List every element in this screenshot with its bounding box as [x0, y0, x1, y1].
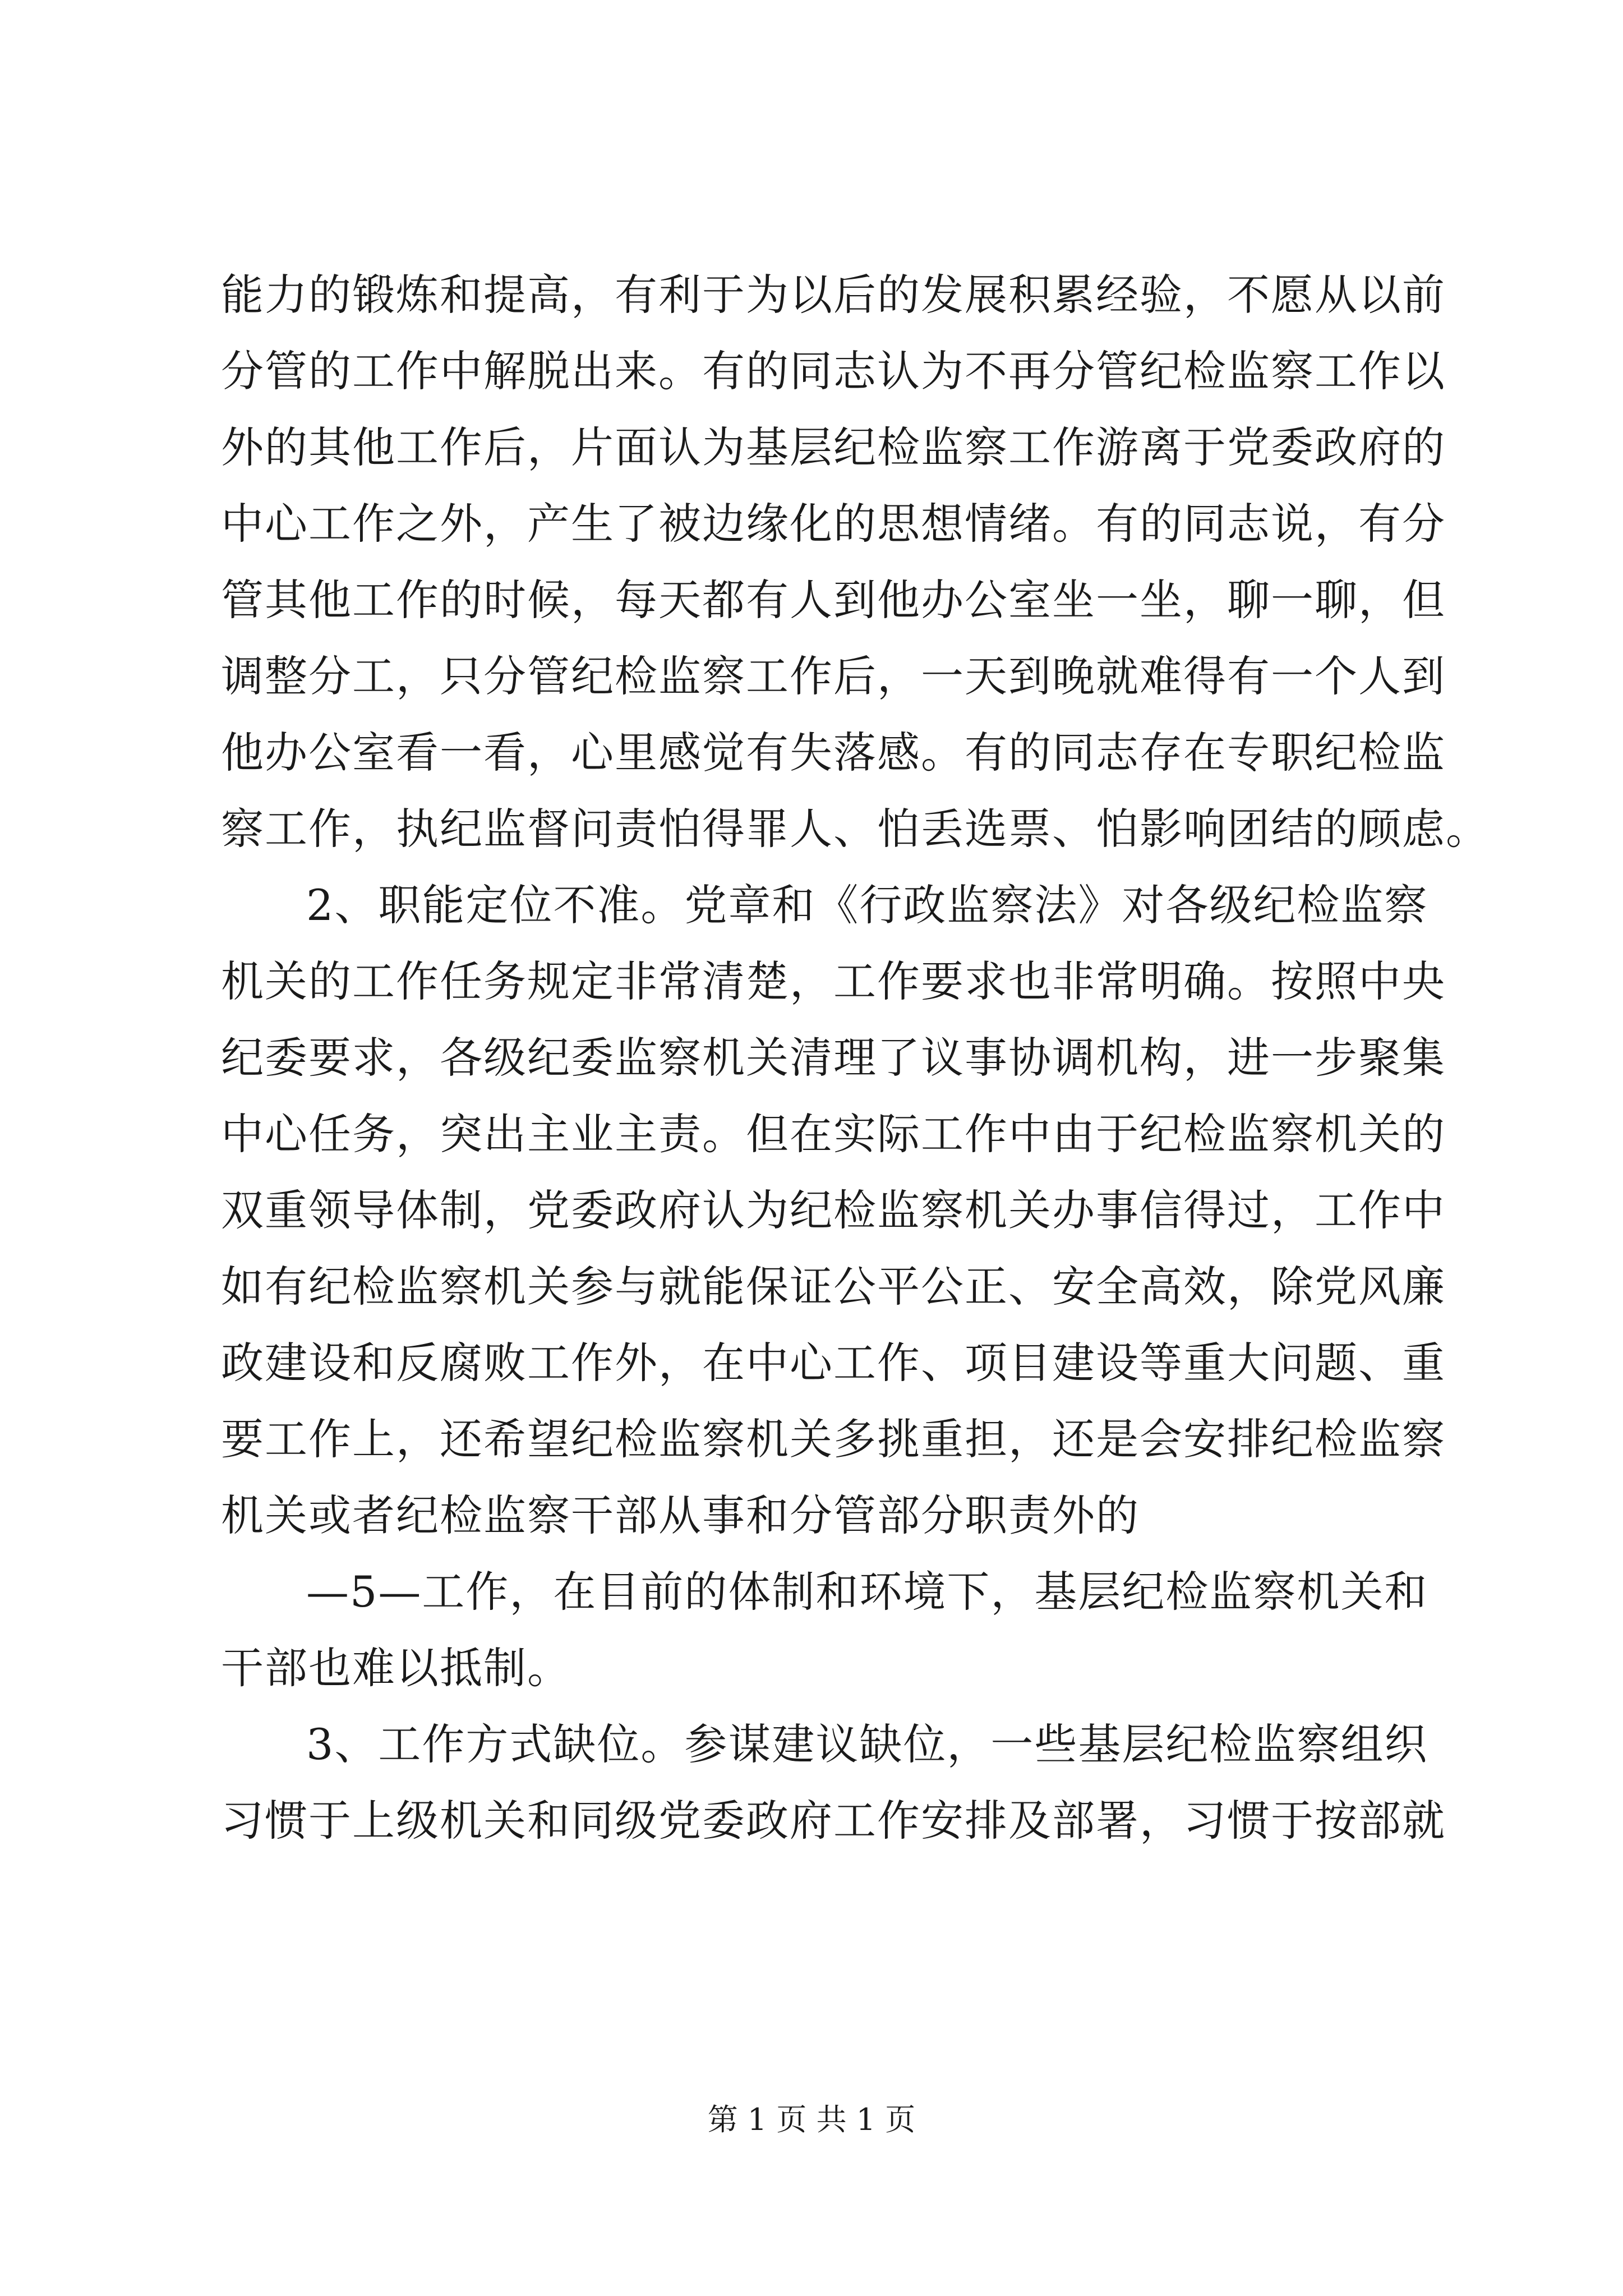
text-line: 调整分工，只分管纪检监察工作后，一天到晚就难得有一个人到	[221, 651, 1446, 701]
text-line: 纪委要求，各级纪委监察机关清理了议事协调机构，进一步聚集	[221, 1033, 1446, 1083]
text-line: 要工作上，还希望纪检监察机关多挑重担，还是会安排纪检监察	[221, 1414, 1446, 1464]
paragraph-start-line: —5—工作，在目前的体制和环境下，基层纪检监察机关和	[306, 1567, 1428, 1617]
text-line: 政建设和反腐败工作外，在中心工作、项目建设等重大问题、重	[221, 1338, 1446, 1388]
paragraph-start-line: 2、职能定位不准。党章和《行政监察法》对各级纪检监察	[306, 880, 1428, 930]
text-line: 管其他工作的时候，每天都有人到他办公室坐一坐，聊一聊，但	[221, 575, 1446, 625]
paragraph-start-line: 3、工作方式缺位。参谋建议缺位，一些基层纪检监察组织	[306, 1719, 1428, 1769]
text-line: 干部也难以抵制。	[221, 1643, 571, 1693]
text-line: 外的其他工作后，片面认为基层纪检监察工作游离于党委政府的	[221, 422, 1446, 472]
text-line: 察工作，执纪监督问责怕得罪人、怕丢选票、怕影响团结的顾虑。	[221, 804, 1490, 854]
text-line: 中心工作之外，产生了被边缘化的思想情绪。有的同志说，有分	[221, 499, 1446, 549]
text-line: 如有纪检监察机关参与就能保证公平公正、安全高效，除党风廉	[221, 1262, 1446, 1312]
text-line: 中心任务，突出主业主责。但在实际工作中由于纪检监察机关的	[221, 1109, 1446, 1159]
document-body	[221, 257, 1490, 1859]
text-line: 习惯于上级机关和同级党委政府工作安排及部署，习惯于按部就	[221, 1796, 1446, 1846]
text-line: 能力的锻炼和提高，有利于为以后的发展积累经验，不愿从以前	[221, 270, 1446, 320]
text-line: 分管的工作中解脱出来。有的同志认为不再分管纪检监察工作以	[221, 346, 1446, 396]
text-line: 机关的工作任务规定非常清楚，工作要求也非常明确。按照中央	[221, 956, 1446, 1006]
text-line: 机关或者纪检监察干部从事和分管部分职责外的	[221, 1490, 1140, 1540]
text-line: 他办公室看一看，心里感觉有失落感。有的同志存在专职纪检监	[221, 728, 1446, 777]
text-line: 双重领导体制，党委政府认为纪检监察机关办事信得过，工作中	[221, 1185, 1446, 1235]
page-number-footer: 第 1 页 共 1 页	[707, 2102, 916, 2137]
